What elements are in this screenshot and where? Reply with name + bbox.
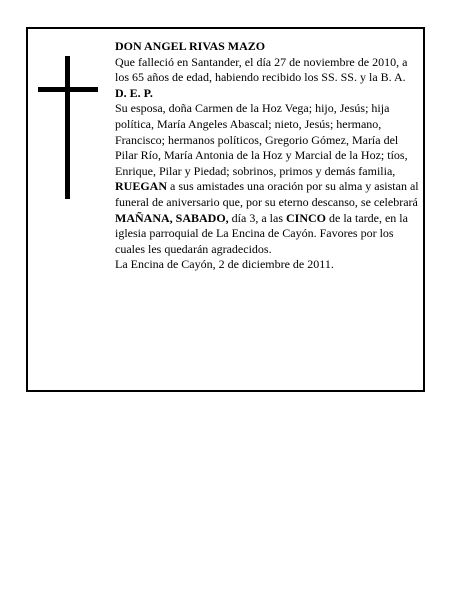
funeral-hour: CINCO [286, 210, 327, 225]
notice-text [115, 39, 420, 273]
place-date: La Encina de Cayón, 2 de diciembre de 2011. [115, 257, 334, 272]
request-text-3: de la tarde, en la iglesia parroquial de La Encina de Cayón. Favores por los cuales les quedarán agradecidos. [115, 210, 408, 256]
death-info: Que falleció en Santander, el día 27 de noviembre de 2010, a los 65 años de edad, habiendo recibido los SS. SS. y la B. A. [115, 54, 408, 85]
cross-horizontal-bar [38, 87, 98, 92]
ruegan-word: RUEGAN [115, 179, 168, 194]
request-text-1: a sus amistades una oración por su alma y asistan al funeral de aniversario que, por su eterno descanso, se celebrará [115, 179, 419, 209]
request-text-2: día 3, a las [228, 210, 286, 225]
rip-line: D. E. P. [115, 85, 153, 100]
obituary-notice [26, 27, 425, 392]
deceased-name: DON ANGEL RIVAS MAZO [115, 39, 266, 53]
funeral-day: MAÑANA, SABADO, [115, 210, 229, 225]
request-paragraph [115, 179, 420, 257]
family-list: Su esposa, doña Carmen de la Hoz Vega; hijo, Jesús; hija política, María Angeles Abascal; nieto, Jesús; hermano, Francisco; hermanos políticos, Gregorio Gómez, María del Pilar Río, María Antonia de la Hoz y Marcial de la Hoz; tíos, Enrique, Pilar y Piedad; sobrinos, primos y demás familia, [115, 101, 408, 178]
cross-vertical-bar [65, 56, 70, 199]
cross-icon [38, 56, 98, 199]
